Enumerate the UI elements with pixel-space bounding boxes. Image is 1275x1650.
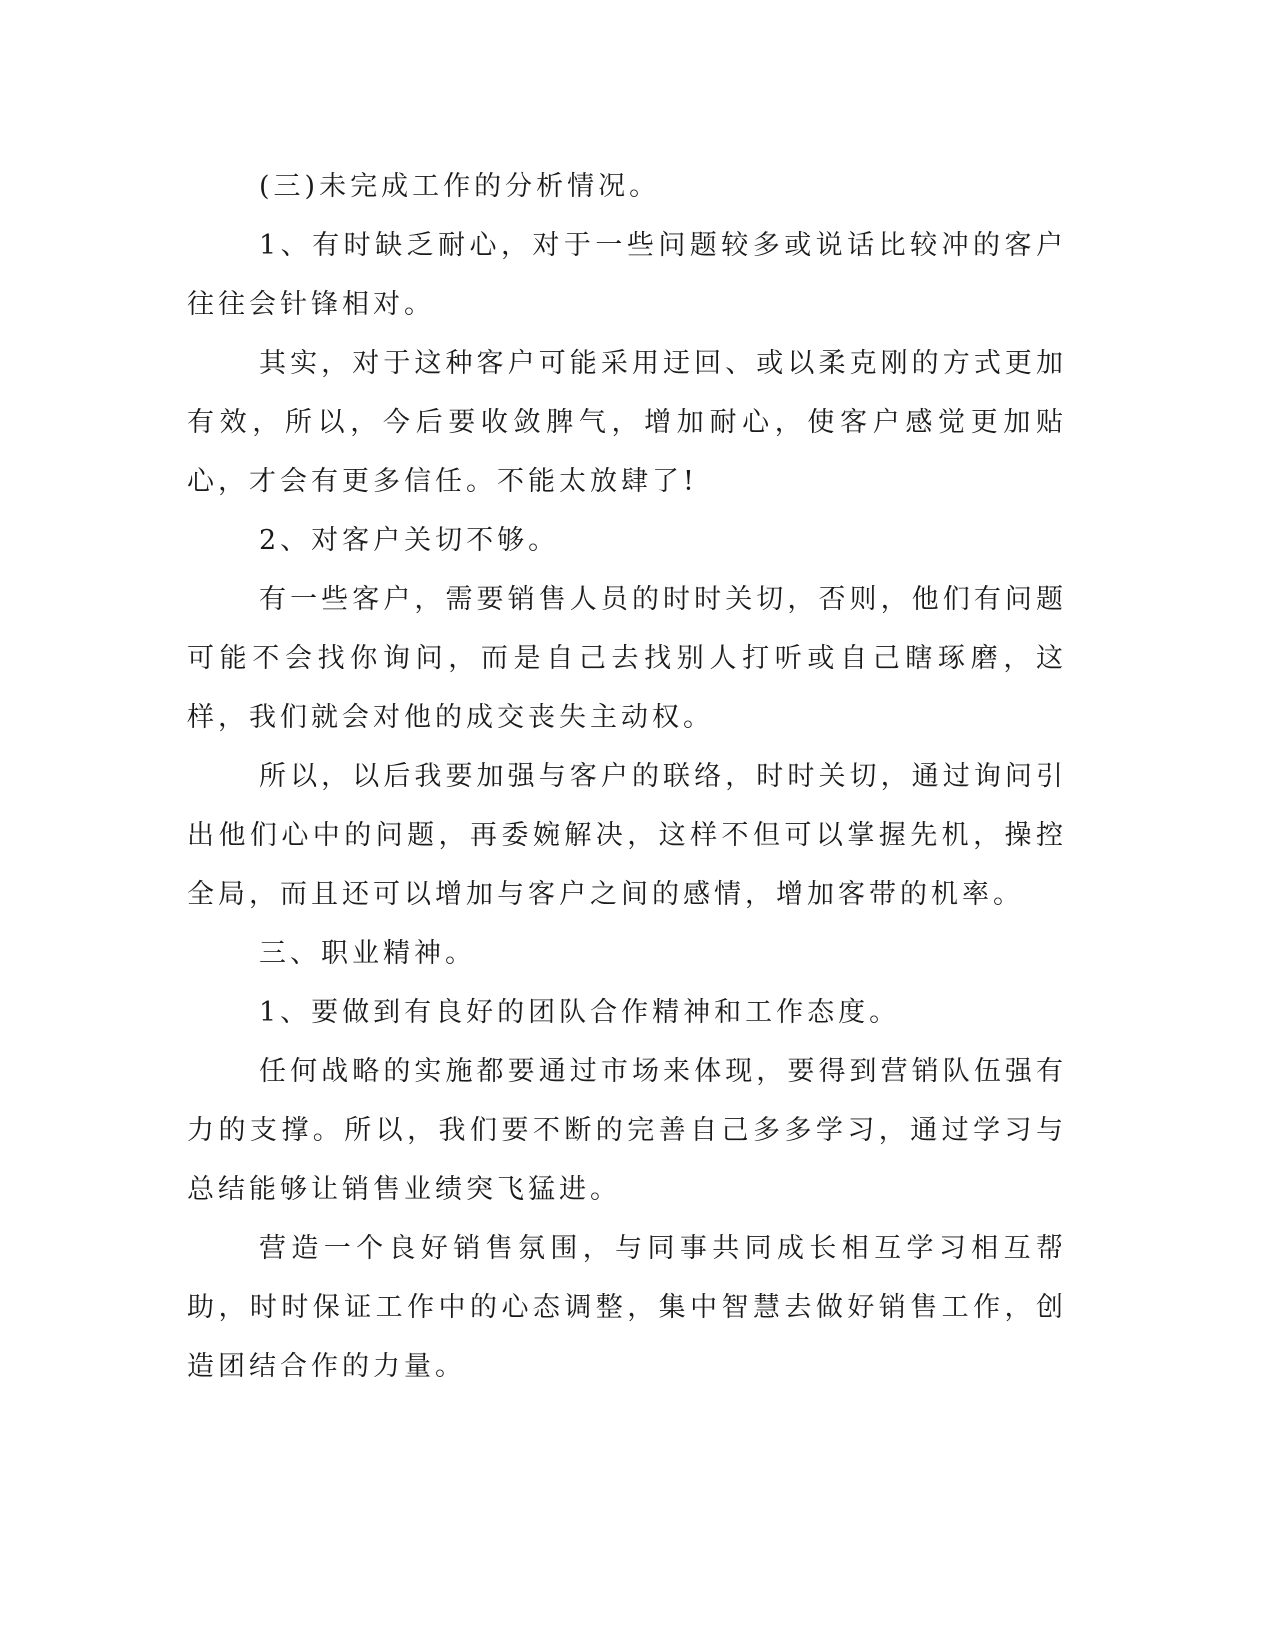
paragraph-sales-atmosphere: 营造一个良好销售氛围，与同事共同成长相互学习相互帮助，时时保证工作中的心态调整，集中智慧去做好销售工作，创造团结合作的力量。 bbox=[187, 1233, 1067, 1382]
paragraph-impatience-remedy: 其实，对于这种客户可能采用迂回、或以柔克刚的方式更加有效，所以，今后要收敛脾气，增加耐心，使客户感觉更加贴心，才会有更多信任。不能太放肆了! bbox=[187, 348, 1067, 497]
document-body bbox=[187, 157, 1067, 1396]
paragraph-customer-needs: 有一些客户，需要销售人员的时时关切，否则，他们有问题可能不会找你询问，而是自己去找别人打听或自己瞎琢磨，这样，我们就会对他的成交丧失主动权。 bbox=[187, 584, 1067, 733]
paragraph-strategy-support: 任何战略的实施都要通过市场来体现，要得到营销队伍强有力的支撑。所以，我们要不断的完善自己多多学习，通过学习与总结能够让销售业绩突飞猛进。 bbox=[187, 1056, 1067, 1205]
section-heading-unfinished-work-analysis: (三)未完成工作的分析情况。 bbox=[259, 171, 661, 202]
section-heading-professionalism: 三、职业精神。 bbox=[259, 938, 476, 969]
paragraph-strengthen-contact: 所以，以后我要加强与客户的联络，时时关切，通过询问引出他们心中的问题，再委婉解决，这样不但可以掌握先机，操控全局，而且还可以增加与客户之间的感情，增加客带的机率。 bbox=[187, 761, 1067, 910]
paragraph-insufficient-care: 2、对客户关切不够。 bbox=[259, 525, 560, 556]
paragraph-teamwork: 1、要做到有良好的团队合作精神和工作态度。 bbox=[259, 997, 901, 1028]
paragraph-impatience: 1、有时缺乏耐心，对于一些问题较多或说话比较冲的客户往往会针锋相对。 bbox=[187, 230, 1067, 320]
